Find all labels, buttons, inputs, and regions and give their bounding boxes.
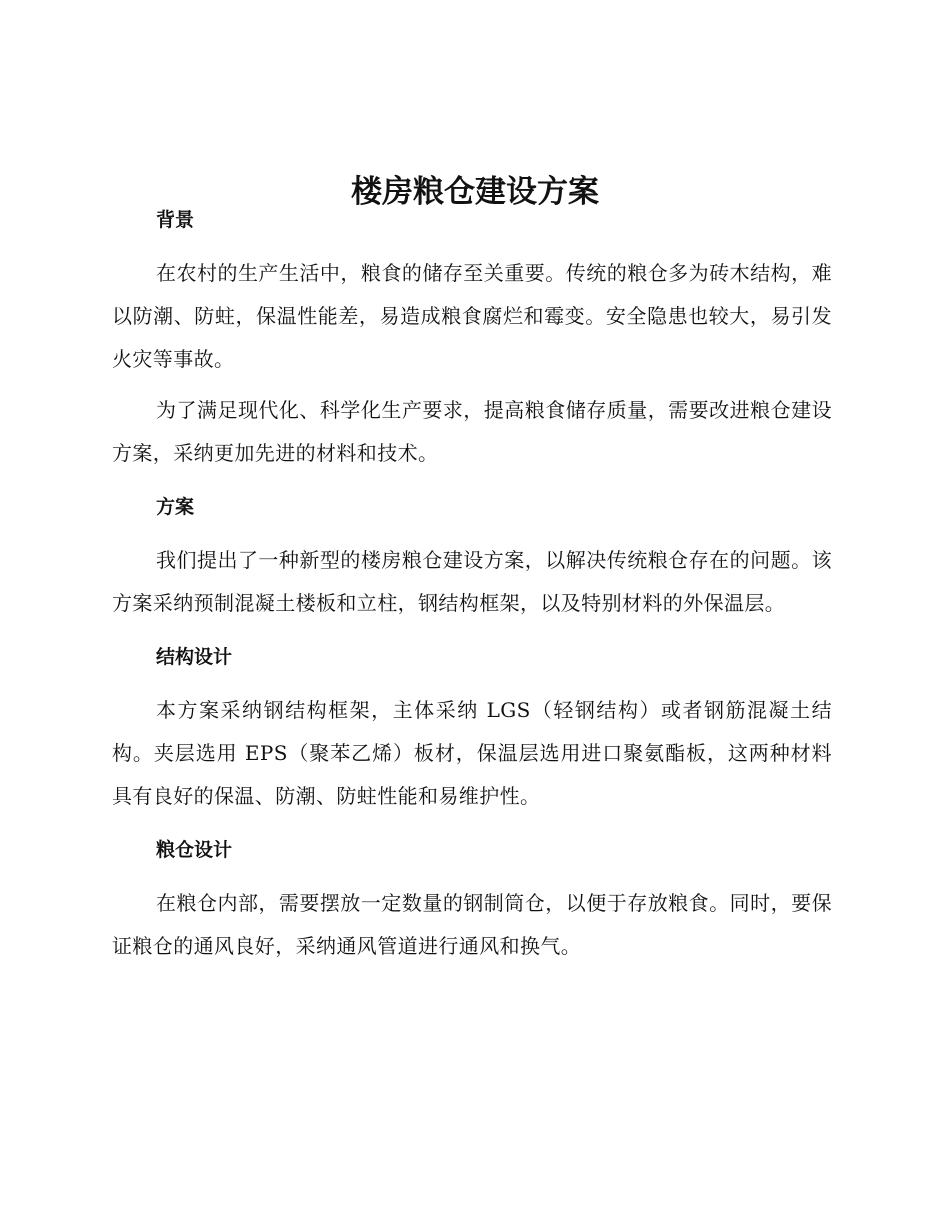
- section-heading-background: 背景: [156, 209, 195, 231]
- section-heading-granary: 粮仓设计: [156, 839, 233, 861]
- paragraph-structure-1: 本方案采纳钢结构框架，主体采纳 LGS（轻钢结构）或者钢筋混凝土结构。夹层选用 EPS（聚苯乙烯）板材，保温层选用进口聚氨酯板，这两种材料具有良好的保温、防潮、防蛀性能和易维护性。: [112, 698, 832, 808]
- paragraph-background-1: 在农村的生产生活中，粮食的储存至关重要。传统的粮仓多为砖木结构，难以防潮、防蛀，保温性能差，易造成粮食腐烂和霉变。安全隐患也较大，易引发火灾等事故。: [112, 261, 832, 371]
- paragraph-plan-1: 我们提出了一种新型的楼房粮仓建设方案，以解决传统粮仓存在的问题。该方案采纳预制混凝土楼板和立柱，钢结构框架，以及特别材料的外保温层。: [112, 548, 832, 615]
- document-body: [112, 200, 832, 968]
- paragraph-background-2: 为了满足现代化、科学化生产要求，提高粮食储存质量，需要改进粮仓建设方案，采纳更加先进的材料和技术。: [112, 398, 832, 465]
- section-heading-plan: 方案: [156, 496, 195, 518]
- document-title: 楼房粮仓建设方案: [351, 173, 599, 210]
- section-heading-structure: 结构设计: [156, 646, 233, 668]
- paragraph-granary-1: 在粮仓内部，需要摆放一定数量的钢制筒仓，以便于存放粮食。同时，要保证粮仓的通风良好，采纳通风管道进行通风和换气。: [112, 891, 832, 958]
